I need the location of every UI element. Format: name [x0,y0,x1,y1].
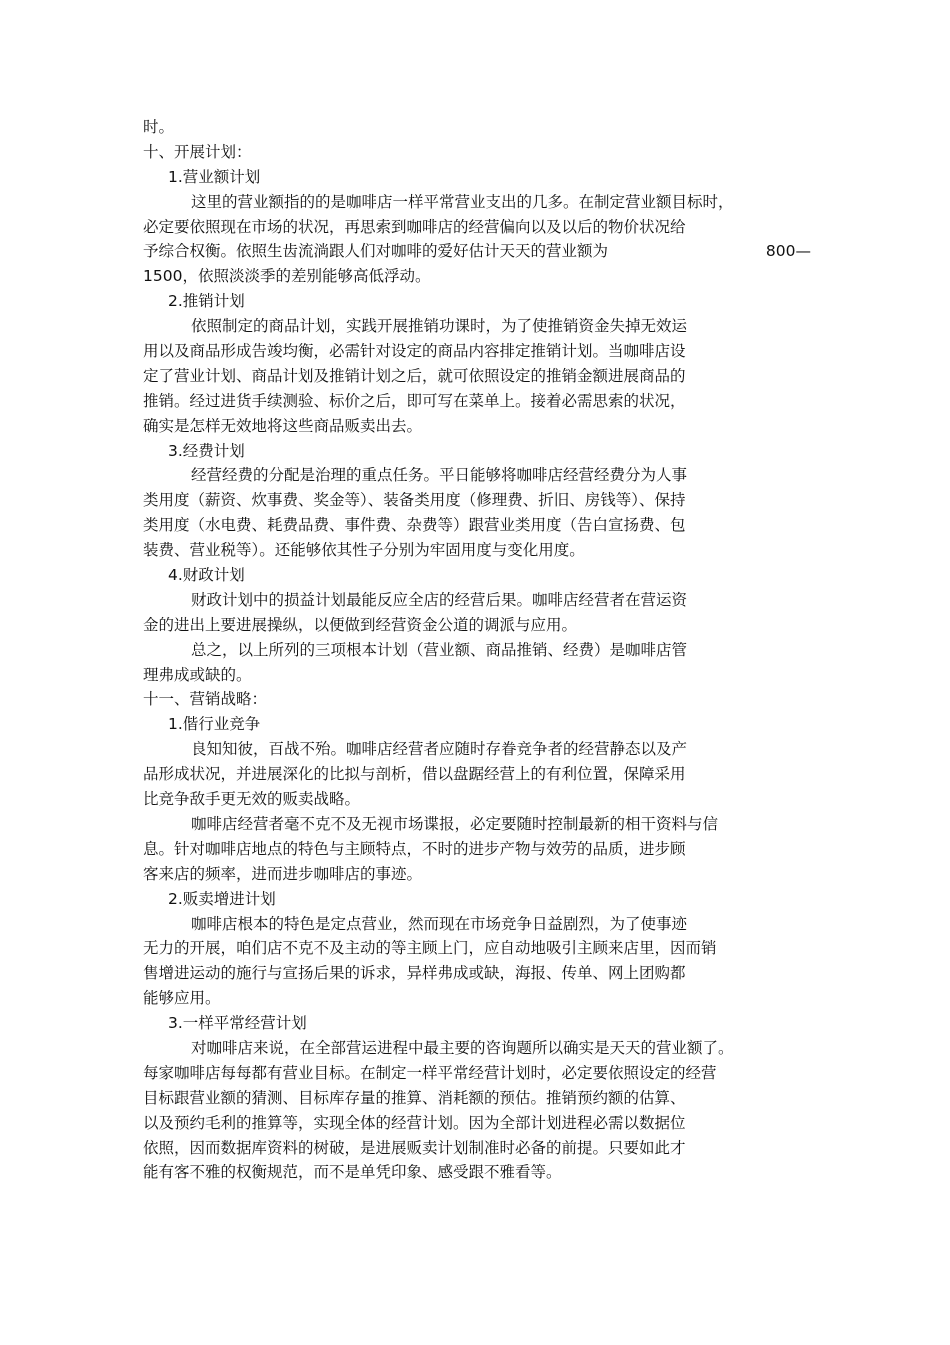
paragraph-line: 装费、营业税等）。还能够依其性子分别为牢固用度与变化用度。 [143,541,585,560]
subsection-heading: 3.经费计划 [168,441,245,460]
subsection-heading: 1.营业额计划 [168,167,261,186]
subsection-heading: 2.贩卖增进计划 [168,889,276,908]
paragraph-line [143,239,811,264]
text-line: 时。 [143,118,175,136]
paragraph-line: 售增进运动的施行与宣扬后果的诉求，异样弗成或缺，海报、传单、网上团购都 [143,964,686,983]
subsection-heading: 3.一样平常经营计划 [168,1014,307,1033]
paragraph-line: 这里的营业额指的的是咖啡店一样平常营业支出的几多。在制定营业额目标时， [191,192,734,211]
paragraph-line: 能有客不雅的权衡规范，而不是单凭印象、感受跟不雅看等。 [143,1163,562,1182]
paragraph-line: 总之，以上所列的三项根本计划（营业额、商品推销、经费）是咖啡店管 [191,640,688,659]
paragraph-line-text: 予综合权衡。依照生齿流淌跟人们对咖啡的爱好估计天天的营业额为 [143,242,609,261]
paragraph-line: 用以及商品形成告竣均衡，必需针对设定的商品内容排定推销计划。当咖啡店设 [143,342,686,361]
paragraph-line: 金的进出上要进展操纵，以便做到经营资金公道的调派与应用。 [143,615,578,634]
paragraph-line: 息。针对咖啡店地点的特色与主顾特点，不时的进步产物与效劳的品质，进步顾 [143,839,686,858]
paragraph-line: 客来店的频率，进而进步咖啡店的事迹。 [143,864,423,883]
paragraph-line: 1500，依照淡淡季的差别能够高低浮动。 [143,267,431,286]
paragraph-line: 以及预约毛利的推算等，实现全体的经营计划。因为全部计划进程必需以数据位 [143,1113,686,1132]
paragraph-line: 依照，因而数据库资料的树破，是进展贩卖计划制准时必备的前提。只要如此才 [143,1138,686,1157]
paragraph-line: 类用度（水电费、耗费品费、事件费、杂费等）跟营业类用度（告白宣扬费、包 [143,516,686,535]
paragraph-line: 品形成状况，并进展深化的比拟与剖析，借以盘踞经营上的有利位置，保障采用 [143,765,686,784]
subsection-heading: 1.偕行业竞争 [168,715,261,734]
paragraph-line: 每家咖啡店每每都有营业目标。在制定一样平常经营计划时，必定要依照设定的经营 [143,1063,717,1082]
paragraph-line: 目标跟营业额的猜测、目标库存量的推算、消耗额的预估。推销预约额的估算、 [143,1088,686,1107]
paragraph-line: 无力的开展，咱们店不克不及主动的等主顾上门，应自动地吸引主顾来店里，因而销 [143,939,717,958]
subsection-heading: 4.财政计划 [168,566,245,585]
paragraph-line: 财政计划中的损益计划最能反应全店的经营后果。咖啡店经营者在营运资 [191,590,688,609]
paragraph-line-number: 800— [765,242,811,261]
paragraph-line: 必定要依照现在市场的状况，再思索到咖啡店的经营偏向以及以后的物价状况给 [143,217,686,236]
paragraph-line: 咖啡店经营者毫不克不及无视市场谍报，必定要随时控制最新的相干资料与信 [191,814,719,833]
paragraph-line: 能够应用。 [143,989,221,1008]
paragraph-line: 咖啡店根本的特色是定点营业，然而现在市场竞争日益剧烈，为了使事迹 [191,914,688,933]
section-heading: 十一、营销战略： [143,690,268,709]
paragraph-line: 良知知彼，百战不殆。咖啡店经营者应随时存眷竞争者的经营静态以及产 [191,740,688,759]
paragraph-line: 经营经费的分配是治理的重点任务。平日能够将咖啡店经营经费分为人事 [191,466,688,485]
paragraph-line: 理弗成或缺的。 [143,665,252,684]
paragraph-line: 对咖啡店来说，在全部营运进程中最主要的咨询题所以确实是天天的营业额了。 [191,1038,734,1057]
paragraph-line: 比竞争敌手更无效的贩卖战略。 [143,790,361,809]
section-heading: 十、开展计划： [143,142,252,161]
document-body [143,115,823,1185]
paragraph-line: 依照制定的商品计划，实践开展推销功课时，为了使推销资金失掉无效运 [191,317,688,336]
subsection-heading: 2.推销计划 [168,292,245,311]
paragraph-line: 推销。经过进货手续测验、标价之后，即可写在菜单上。接着必需思索的状况， [143,391,686,410]
paragraph-line: 类用度（薪资、炊事费、奖金等）、装备类用度（修理费、折旧、房钱等）、保持 [143,491,686,510]
paragraph-line: 确实是怎样无效地将这些商品贩卖出去。 [143,416,423,435]
paragraph-line: 定了营业计划、商品计划及推销计划之后，就可依照设定的推销金额进展商品的 [143,366,686,385]
